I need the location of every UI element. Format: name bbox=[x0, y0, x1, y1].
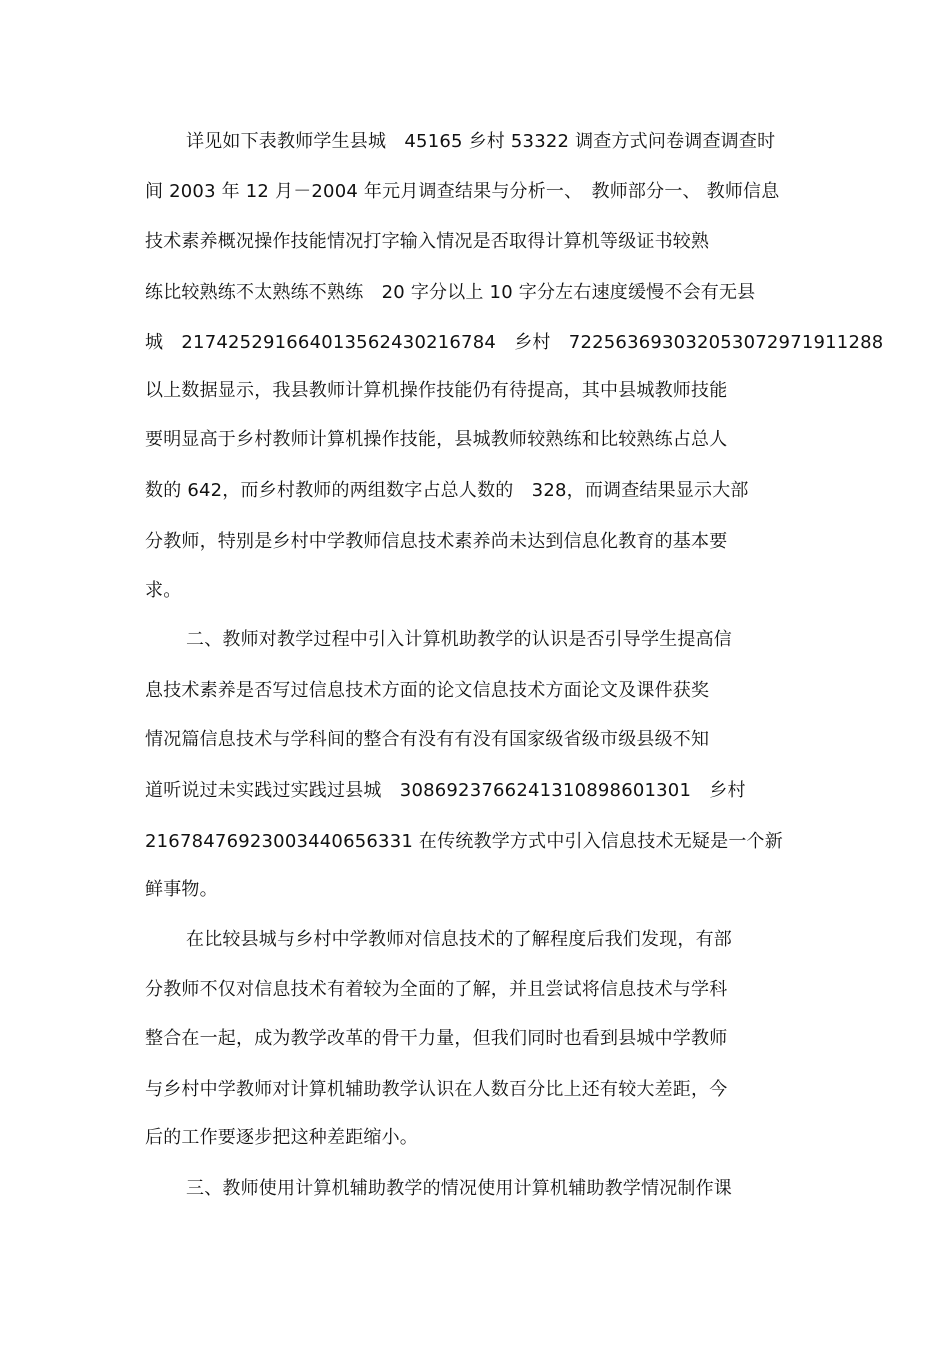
text-line: 在比较县城与乡村中学教师对信息技术的了解程度后我们发现，有部 bbox=[186, 929, 732, 950]
text-line: 与乡村中学教师对计算机辅助教学认识在人数百分比上还有较大差距，今 bbox=[145, 1079, 728, 1100]
text-line: 二、教师对教学过程中引入计算机助教学的认识是否引导学生提高信 bbox=[186, 629, 732, 650]
text-line: 练比较熟练不太熟练不熟练 20 字分以上 10 字分左右速度缓慢不会有无县 bbox=[145, 282, 756, 303]
text-line: 要明显高于乡村教师计算机操作技能，县城教师较熟练和比较熟练占总人 bbox=[145, 429, 728, 450]
text-line: 间 2003 年 12 月－2004 年元月调查结果与分析一、 教师部分一、 教师信息 bbox=[145, 181, 780, 202]
text-line: 分教师，特别是乡村中学教师信息技术素养尚未达到信息化教育的基本要 bbox=[145, 531, 728, 552]
text-line: 鲜事物。 bbox=[145, 879, 218, 900]
text-line: 城 217425291664013562430216784 乡村 722563693032053072971911288 bbox=[145, 332, 884, 353]
text-line: 整合在一起，成为教学改革的骨干力量，但我们同时也看到县城中学教师 bbox=[145, 1028, 728, 1049]
text-line: 数的 642，而乡村教师的两组数字占总人数的 328，而调查结果显示大部 bbox=[145, 480, 749, 501]
text-line: 三、教师使用计算机辅助教学的情况使用计算机辅助教学情况制作课 bbox=[186, 1178, 732, 1199]
text-line: 后的工作要逐步把这种差距缩小。 bbox=[145, 1127, 418, 1148]
text-line: 详见如下表教师学生县城 45165 乡村 53322 调查方式问卷调查调查时 bbox=[186, 131, 776, 152]
text-line: 分教师不仅对信息技术有着较为全面的了解，并且尝试将信息技术与学科 bbox=[145, 979, 728, 1000]
text-line: 21678476923003440656331 在传统教学方式中引入信息技术无疑是一个新 bbox=[145, 831, 783, 852]
text-line: 息技术素养是否写过信息技术方面的论文信息技术方面论文及课件获奖 bbox=[145, 680, 710, 701]
text-line: 情况篇信息技术与学科间的整合有没有有没有国家级省级市级县级不知 bbox=[145, 729, 710, 750]
text-line: 求。 bbox=[145, 580, 182, 601]
text-line: 以上数据显示，我县教师计算机操作技能仍有待提高，其中县城教师技能 bbox=[145, 380, 728, 401]
text-line: 技术素养概况操作技能情况打字输入情况是否取得计算机等级证书较熟 bbox=[145, 231, 710, 252]
text-line: 道听说过未实践过实践过县城 3086923766241310898601301 乡村 bbox=[145, 780, 746, 801]
